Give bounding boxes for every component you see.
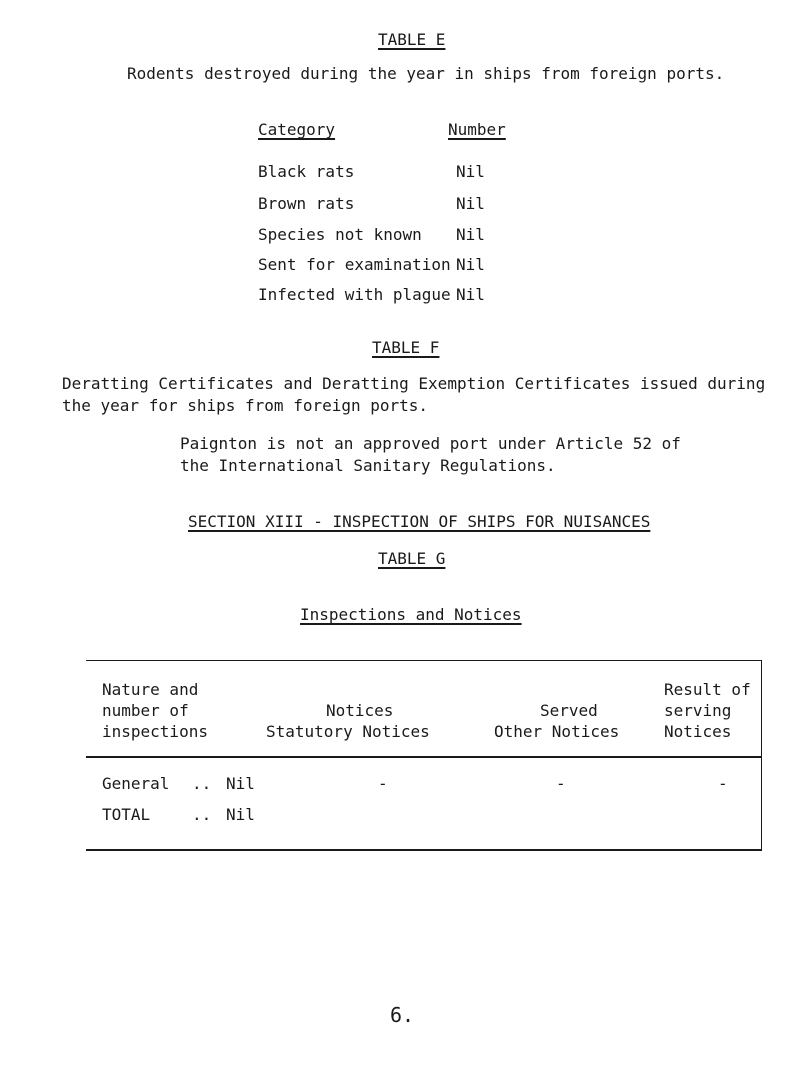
column-header: Nature and — [102, 680, 199, 699]
row-value: Nil — [226, 774, 255, 793]
column-header: Other Notices — [494, 722, 620, 741]
table-e-row-value: Nil — [456, 194, 485, 213]
section-heading: SECTION XIII - INSPECTION OF SHIPS FOR NUISANCES — [188, 512, 651, 531]
table-g-subtitle: Inspections and Notices — [300, 605, 522, 624]
column-header: Result of — [664, 680, 751, 699]
table-f-caption: Deratting Certificates and Deratting Exemption Certificates issued during — [62, 374, 766, 393]
table-e-row-value: Nil — [456, 285, 485, 304]
row-label: General — [102, 774, 170, 793]
column-header: Notices — [326, 701, 394, 720]
table-e-row-value: Nil — [456, 162, 485, 181]
result-value: - — [718, 774, 728, 793]
column-header: Served — [540, 701, 598, 720]
table-e-row-value: Nil — [456, 255, 485, 274]
leader-dots: .. — [192, 805, 212, 824]
table-e-row-label: Brown rats — [258, 194, 355, 213]
column-header: Notices — [664, 722, 732, 741]
leader-dots: .. — [192, 774, 212, 793]
table-e-caption: Rodents destroyed during the year in ships from foreign ports. — [127, 64, 725, 83]
number-column-header: Number — [448, 120, 506, 139]
other-notices-value: - — [556, 774, 566, 793]
table-top-rule — [86, 660, 762, 661]
table-e-row-label: Sent for examination — [258, 255, 451, 274]
table-bottom-rule — [86, 849, 762, 851]
column-header: serving — [664, 701, 732, 720]
table-f-title: TABLE F — [372, 338, 440, 357]
table-e-row-label: Black rats — [258, 162, 355, 181]
table-f-note: the International Sanitary Regulations. — [180, 456, 556, 475]
table-f-caption: the year for ships from foreign ports. — [62, 396, 429, 415]
table-right-rule — [761, 660, 762, 851]
table-header-rule — [86, 756, 762, 758]
row-value: Nil — [226, 805, 255, 824]
table-e-row-label: Species not known — [258, 225, 422, 244]
table-e-row-label: Infected with plague — [258, 285, 451, 304]
table-e-title: TABLE E — [378, 30, 446, 49]
table-f-note: Paignton is not an approved port under Article 52 of — [180, 434, 681, 453]
column-header: inspections — [102, 722, 208, 741]
inspections-table — [86, 660, 762, 850]
table-g-title: TABLE G — [378, 549, 446, 568]
statutory-notices-value: - — [378, 774, 388, 793]
page-number: 6. — [390, 1003, 415, 1027]
category-column-header: Category — [258, 120, 336, 139]
column-header: number of — [102, 701, 189, 720]
column-header: Statutory Notices — [266, 722, 430, 741]
table-e-row-value: Nil — [456, 225, 485, 244]
row-label: TOTAL — [102, 805, 151, 824]
